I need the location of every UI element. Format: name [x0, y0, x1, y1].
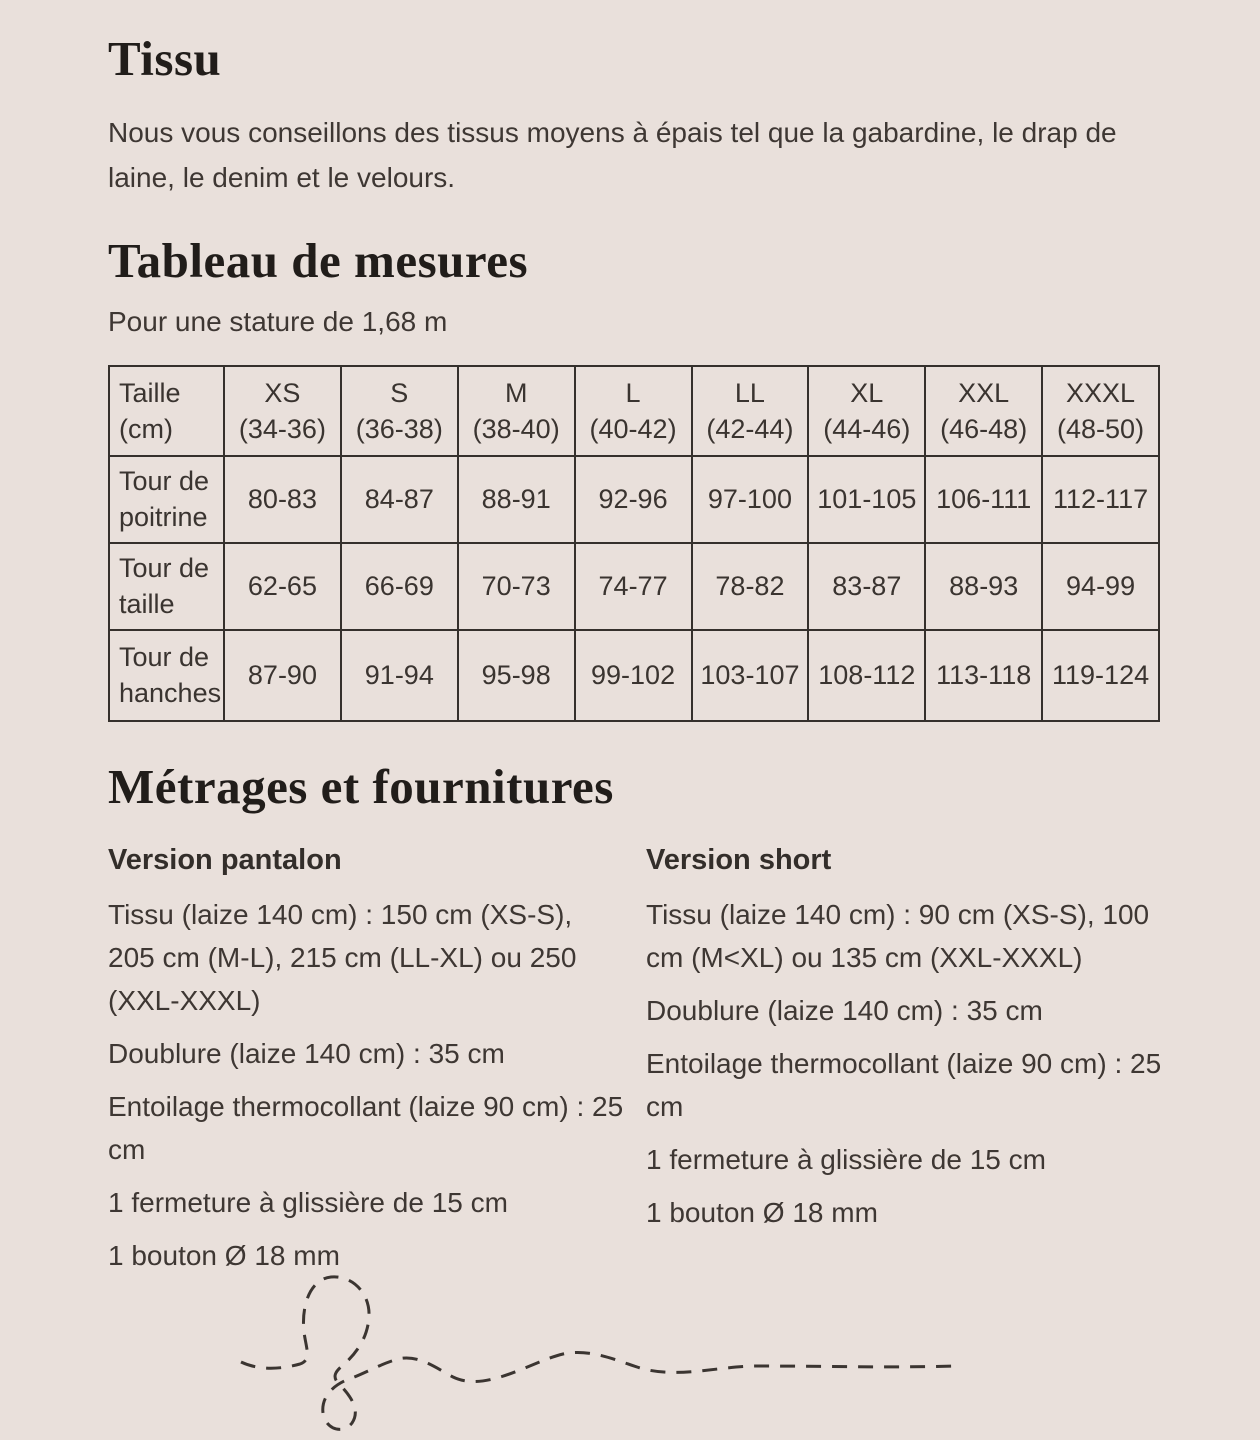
table-corner-cell: Taille (cm) — [109, 366, 224, 456]
measure-value-cell: 70-73 — [458, 543, 575, 630]
measure-value-cell: 108-112 — [808, 630, 925, 721]
size-header-cell: M (38-40) — [458, 366, 575, 456]
measure-value-cell: 106-111 — [925, 456, 1042, 543]
measure-value-cell: 99-102 — [575, 630, 692, 721]
thread-stitch-doodle-icon — [238, 1266, 962, 1438]
version-short-heading: Version short — [646, 843, 832, 876]
section-title-tissu: Tissu — [108, 31, 222, 86]
measure-value-cell: 95-98 — [458, 630, 575, 721]
supplies-item: Doublure (laize 140 cm) : 35 cm — [108, 1037, 505, 1069]
measure-value-cell: 92-96 — [575, 456, 692, 543]
supplies-item: Entoilage thermocollant (laize 90 cm) : 25 cm — [108, 1090, 624, 1165]
measure-value-cell: 74-77 — [575, 543, 692, 630]
size-header-cell: XL (44-46) — [808, 366, 925, 456]
measure-value-cell: 66-69 — [341, 543, 458, 630]
supplies-item: Tissu (laize 140 cm) : 150 cm (XS-S), 205 cm (M-L), 215 cm (LL-XL) ou 250 (XXL-XXXL) — [108, 898, 577, 1016]
measure-value-cell: 83-87 — [808, 543, 925, 630]
measure-value-cell: 84-87 — [341, 456, 458, 543]
supplies-item: Tissu (laize 140 cm) : 90 cm (XS-S), 100 cm (M<XL) ou 135 cm (XXL-XXXL) — [646, 898, 1150, 973]
measure-value-cell: 113-118 — [925, 630, 1042, 721]
supplies-item: 1 bouton Ø 18 mm — [646, 1196, 878, 1228]
supplies-column-pantalon — [108, 844, 624, 1287]
supplies-columns — [108, 844, 1162, 1287]
measure-value-cell: 112-117 — [1042, 456, 1159, 543]
table-row — [109, 630, 1159, 721]
size-header-cell: XXL (46-48) — [925, 366, 1042, 456]
table-row — [109, 543, 1159, 630]
version-short-items — [646, 893, 1162, 1234]
size-header-cell: LL (42-44) — [692, 366, 809, 456]
measure-value-cell: 101-105 — [808, 456, 925, 543]
stature-note: Pour une stature de 1,68 m — [108, 305, 448, 337]
measure-value-cell: 94-99 — [1042, 543, 1159, 630]
supplies-item: Entoilage thermocollant (laize 90 cm) : 25 cm — [646, 1047, 1162, 1122]
tissu-description: Nous vous conseillons des tissus moyens à épais tel que la gabardine, le drap de laine, le denim et le velours. — [108, 116, 1117, 193]
supplies-item: 1 bouton Ø 18 mm — [108, 1239, 340, 1271]
size-header-cell: XS (34-36) — [224, 366, 341, 456]
measurements-table-head-row — [109, 366, 1159, 456]
measure-value-cell: 78-82 — [692, 543, 809, 630]
section-title-tableau-de-mesures: Tableau de mesures — [108, 232, 529, 288]
version-pantalon-items — [108, 893, 624, 1277]
measure-value-cell: 103-107 — [692, 630, 809, 721]
version-pantalon-heading: Version pantalon — [108, 843, 342, 876]
measurements-table-body — [109, 456, 1159, 721]
supplies-item: Doublure (laize 140 cm) : 35 cm — [646, 994, 1043, 1026]
measure-value-cell: 88-93 — [925, 543, 1042, 630]
supplies-column-short — [646, 844, 1162, 1287]
measure-value-cell: 87-90 — [224, 630, 341, 721]
section-title-metrages-et-fournitures: Métrages et fournitures — [108, 758, 614, 814]
measure-value-cell: 119-124 — [1042, 630, 1159, 721]
row-label-cell: Tour de poitrine — [109, 456, 224, 543]
row-label-cell: Tour de taille — [109, 543, 224, 630]
row-label-cell: Tour de hanches — [109, 630, 224, 721]
supplies-item: 1 fermeture à glissière de 15 cm — [646, 1143, 1046, 1175]
size-header-cell: S (36-38) — [341, 366, 458, 456]
supplies-item: 1 fermeture à glissière de 15 cm — [108, 1186, 508, 1218]
measure-value-cell: 97-100 — [692, 456, 809, 543]
measure-value-cell: 88-91 — [458, 456, 575, 543]
measure-value-cell: 80-83 — [224, 456, 341, 543]
size-header-cell: L (40-42) — [575, 366, 692, 456]
measurements-table — [108, 365, 1160, 722]
table-row — [109, 456, 1159, 543]
measure-value-cell: 62-65 — [224, 543, 341, 630]
measure-value-cell: 91-94 — [341, 630, 458, 721]
size-header-cell: XXXL (48-50) — [1042, 366, 1159, 456]
